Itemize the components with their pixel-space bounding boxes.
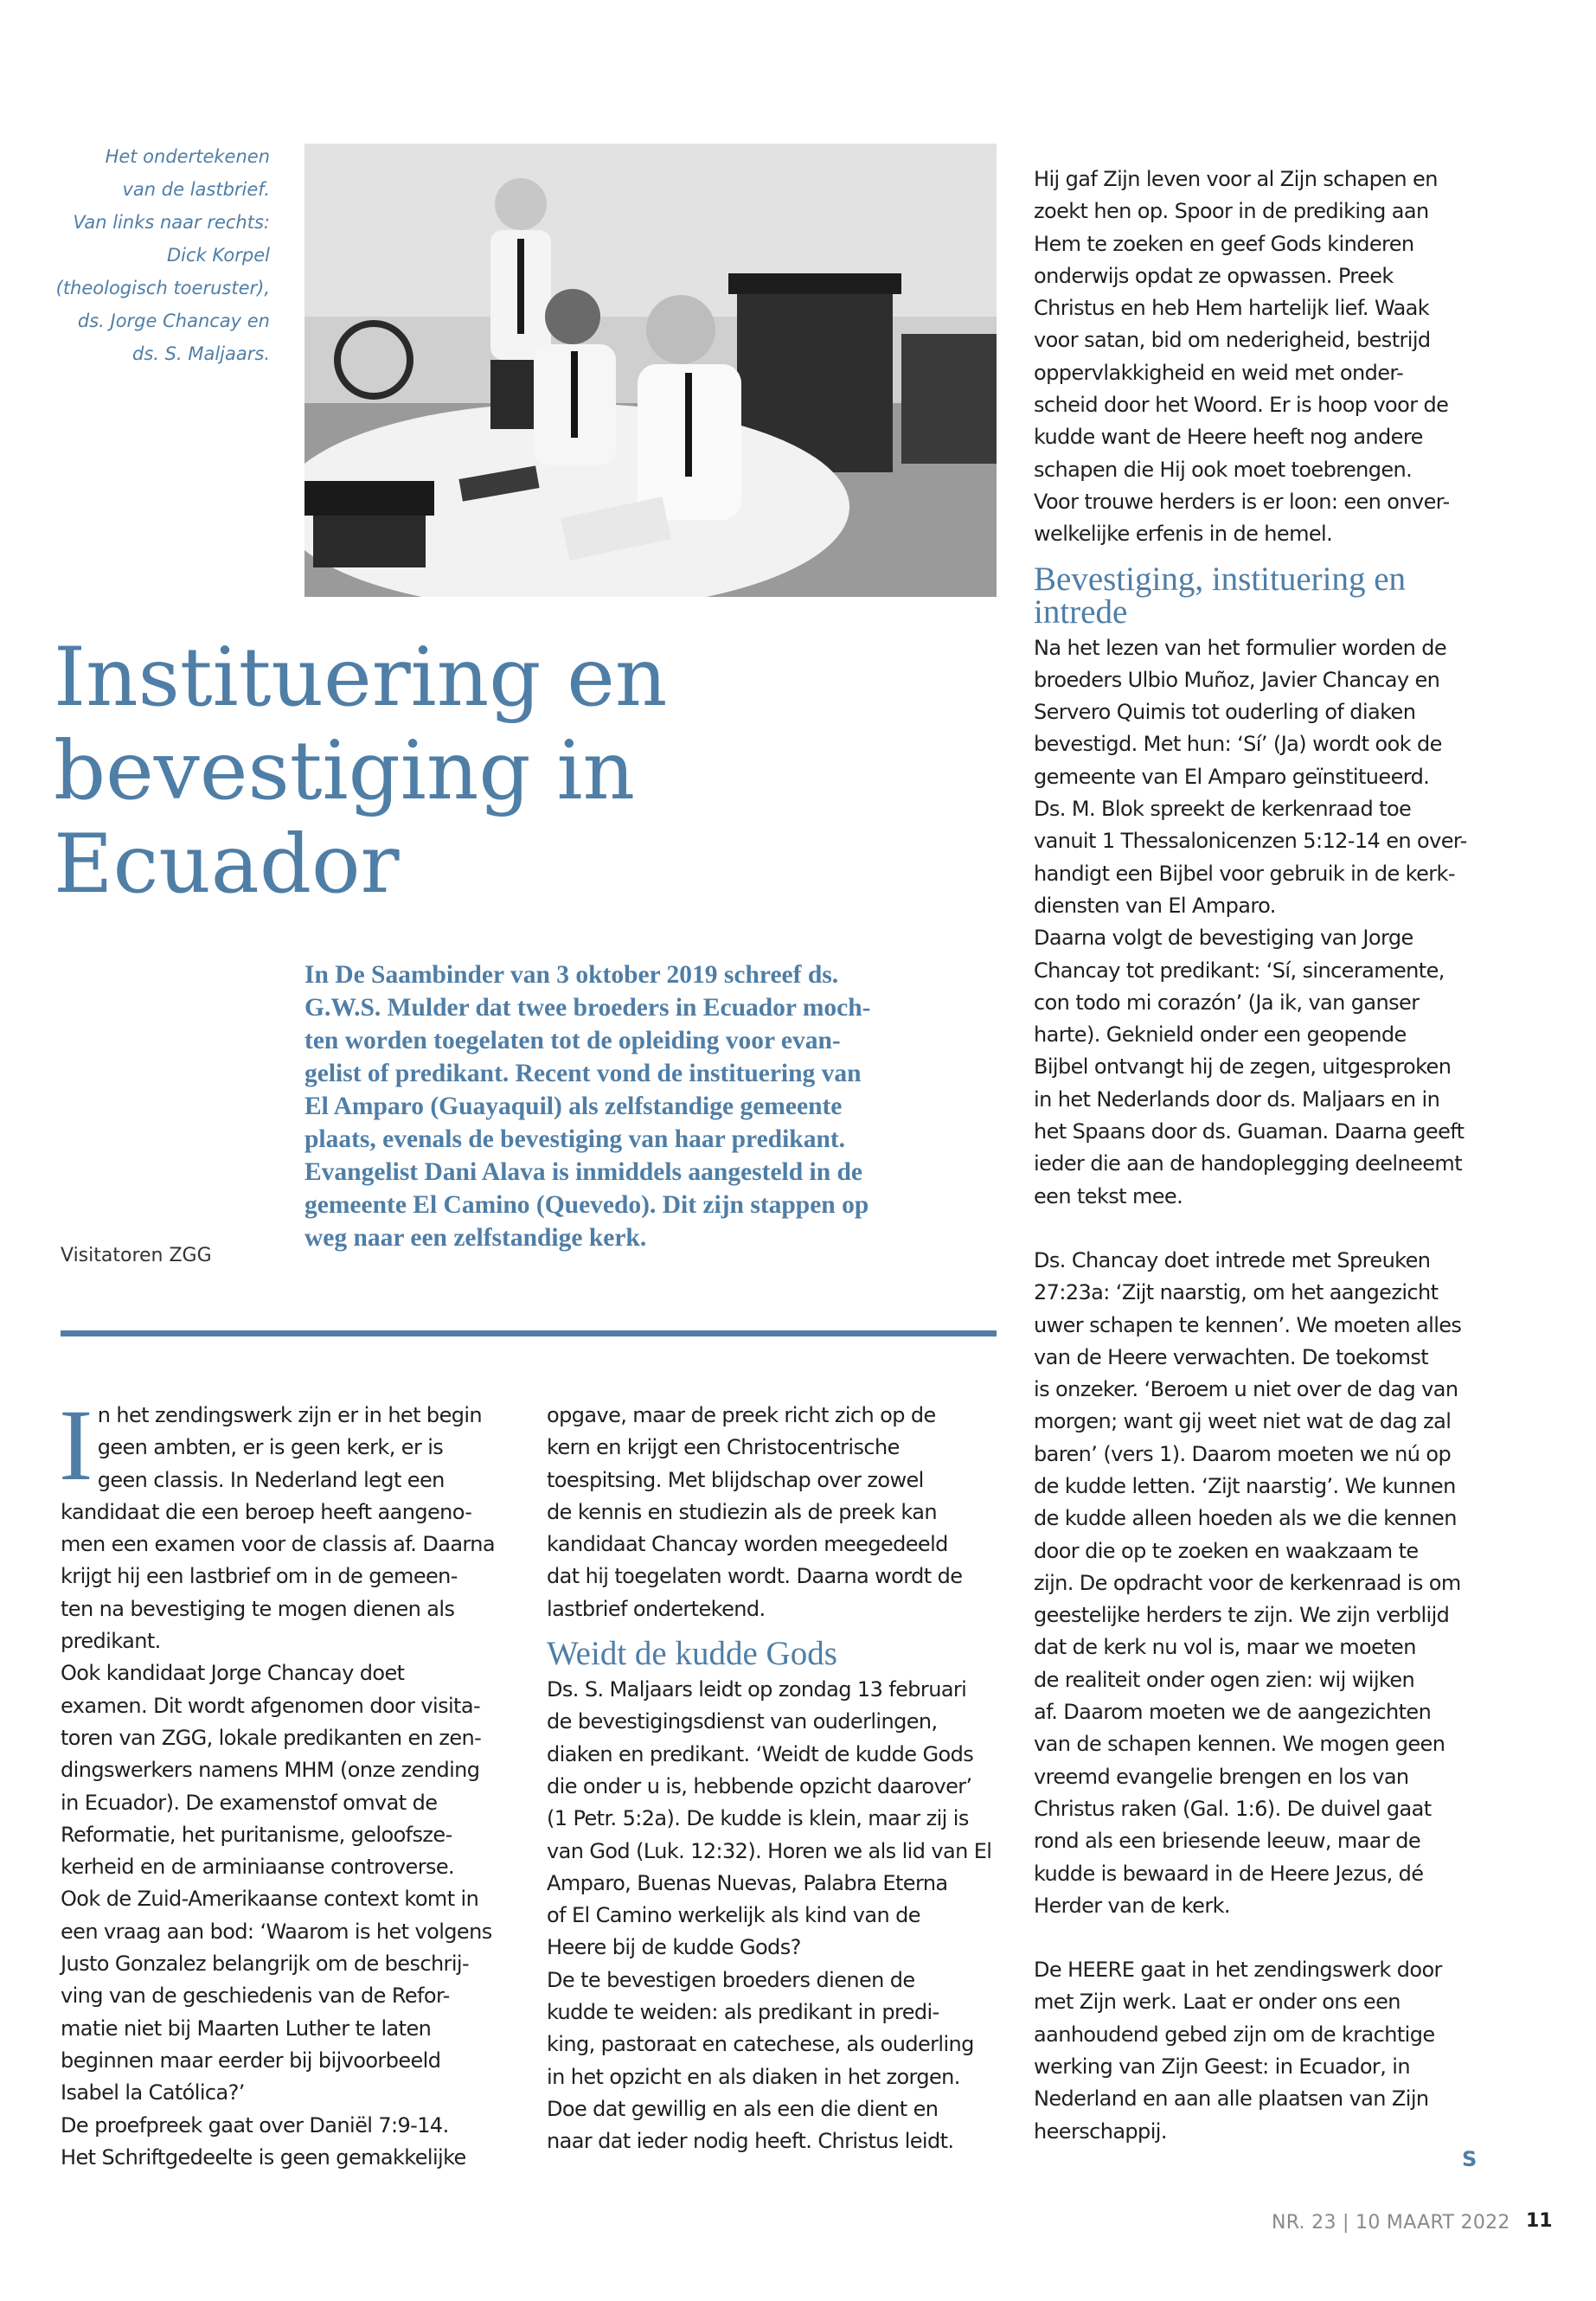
caption-line: van de lastbrief. (122, 179, 270, 200)
body-line: king, pastoraat en catechese, als ouderling (547, 2032, 974, 2057)
lead-line: weg naar een zelfstandige kerk. (304, 1224, 647, 1252)
section-divider (61, 1330, 997, 1336)
body-line: kandidaat Chancay worden meegedeeld (547, 1532, 948, 1557)
body-line: kudde is bewaard in de Heere Jezus, dé (1034, 1861, 1424, 1886)
body-line: het Spaans door ds. Guaman. Daarna geeft (1034, 1119, 1465, 1144)
body-line: Isabel la Católica?’ (61, 2080, 245, 2106)
body-line: De te bevestigen broeders dienen de (547, 1967, 915, 1992)
page-number: 11 (1526, 2210, 1553, 2232)
body-line: onderwijs opdat ze opwassen. Preek (1034, 263, 1394, 288)
body-line: werking van Zijn Geest: in Ecuador, in (1034, 2054, 1410, 2080)
title-line: Instituering en (54, 631, 668, 725)
body-line: Ds. S. Maljaars leidt op zondag 13 februari (547, 1677, 967, 1702)
subheading-line: intrede (1034, 593, 1128, 631)
body-line: Servero Quimis tot ouderling of diaken (1034, 700, 1416, 725)
body-line: de kennis en studiezin als de preek kan (547, 1499, 937, 1524)
body-line: rond als een briesende leeuw, maar de (1034, 1829, 1421, 1854)
end-mark-icon: S (1462, 2147, 1477, 2171)
body-line: van God (Luk. 12:32). Horen we als lid van El (547, 1838, 992, 1863)
body-line: con todo mi corazón’ (Ja ik, van ganser (1034, 990, 1420, 1015)
subheading-weidt: Weidt de kudde Gods (547, 1635, 837, 1673)
body-line: is onzeker. ‘Beroem u niet over de dag van (1034, 1377, 1458, 1402)
body-line: De proefpreek gaat over Daniël 7:9-14. (61, 2112, 449, 2138)
lead-line: Evangelist Dani Alava is inmiddels aangesteld in de (304, 1158, 863, 1186)
photo-illustration (304, 144, 997, 597)
body-line: krijgt hij een lastbrief om in de gemeen- (61, 1564, 458, 1589)
body-line: de realiteit onder ogen zien: wij wijken (1034, 1667, 1415, 1692)
body-line: in Ecuador). De examenstof omvat de (61, 1790, 438, 1815)
body-line: examen. Dit wordt afgenomen door visita- (61, 1693, 481, 1718)
body-line: dingswerkers namens MHM (onze zending (61, 1758, 480, 1783)
caption-line: Het ondertekenen (105, 146, 270, 167)
body-line: n het zendingswerk zijn er in het begin (97, 1403, 483, 1427)
body-line: toespitsing. Met blijdschap over zowel (547, 1467, 924, 1492)
body-line: Hem te zoeken en geef Gods kinderen (1034, 231, 1414, 256)
body-line: gemeente van El Amparo geïnstitueerd. (1034, 764, 1430, 789)
body-line: Ook kandidaat Jorge Chancay doet (61, 1661, 405, 1686)
body-line: kudde te weiden: als predikant in predi- (547, 2000, 939, 2025)
body-line: Heere bij de kudde Gods? (547, 1935, 801, 1960)
body-line: naar dat ieder nodig heeft. Christus leidt. (547, 2129, 954, 2154)
body-line: of El Camino werkelijk als kind van de (547, 1903, 920, 1928)
body-line: van de schapen kennen. We mogen geen (1034, 1732, 1445, 1757)
article-lead (304, 958, 997, 1254)
body-line: predikant. (61, 1629, 161, 1654)
body-line: diaken en predikant. ‘Weidt de kudde Gods (547, 1741, 974, 1766)
body-line: matie niet bij Maarten Luther te laten (61, 2016, 432, 2041)
body-text (547, 1674, 997, 2157)
body-line: in het opzicht en als diaken in het zorgen. (547, 2064, 960, 2089)
body-line: een vraag aan bod: ‘Waarom is het volgens (61, 1919, 492, 1944)
body-line: aanhoudend gebed zijn om de krachtige (1034, 2022, 1435, 2047)
body-line: voor satan, bid om nederigheid, bestrijd (1034, 328, 1431, 353)
subheading-line: Bevestiging, instituering en (1034, 560, 1407, 598)
body-column-3 (1034, 163, 1492, 2148)
subheading-bevestiging (1034, 560, 1492, 631)
body-line: uwer schapen te kennen’. We moeten alles (1034, 1312, 1462, 1337)
body-line: broeders Ulbio Muñoz, Javier Chancay en (1034, 667, 1440, 692)
body-line: Voor trouwe herders is er loon: een onver- (1034, 489, 1450, 514)
article-author: Visitatoren ZGG (61, 1245, 212, 1266)
body-line: ieder die aan de handoplegging deelneemt (1034, 1151, 1463, 1176)
body-line: Chancay tot predikant: ‘Sí, sinceramente, (1034, 958, 1445, 983)
body-line: de bevestigingsdienst van ouderlingen, (547, 1709, 938, 1734)
body-line: kerheid en de arminiaanse controverse. (61, 1855, 455, 1880)
body-line: bevestigd. Met hun: ‘Sí’ (Ja) wordt ook de (1034, 732, 1442, 757)
body-line: Daarna volgt de bevestiging van Jorge (1034, 926, 1413, 951)
body-line: morgen; want gij weet niet wat de dag zal (1034, 1409, 1452, 1434)
body-line: zoekt hen op. Spoor in de prediking aan (1034, 199, 1429, 224)
photo-caption (43, 140, 270, 370)
body-line: zijn. De opdracht voor de kerkenraad is om (1034, 1570, 1461, 1595)
body-line: Christus raken (Gal. 1:6). De duivel gaat (1034, 1796, 1432, 1821)
body-line: Ook de Zuid-Amerikaanse context komt in (61, 1887, 479, 1912)
body-line: lastbrief ondertekend. (547, 1596, 766, 1621)
body-line: oppervlakkigheid en weid met onder- (1034, 360, 1404, 385)
body-line: een tekst mee. (1034, 1183, 1183, 1208)
lead-line: gemeente El Camino (Quevedo). Dit zijn stappen op (304, 1191, 869, 1219)
body-line: harte). Geknield onder een geopende (1034, 1022, 1407, 1048)
body-line: Herder van de kerk. (1034, 1893, 1230, 1918)
caption-line: (theologisch toeruster), (55, 278, 270, 298)
caption-line: Dick Korpel (167, 245, 270, 266)
body-line: door die op te zoeken en waakzaam te (1034, 1538, 1419, 1563)
body-line: men een examen voor de classis af. Daarna (61, 1532, 495, 1557)
lead-line: gelist of predikant. Recent vond de instituering van (304, 1060, 862, 1087)
body-line: De HEERE gaat in het zendingswerk door (1034, 1958, 1442, 1983)
body-line: vreemd evangelie brengen en los van (1034, 1764, 1409, 1789)
body-line: heerschappij. (1034, 2118, 1167, 2144)
title-line: Ecuador (54, 817, 400, 912)
drop-cap: I (59, 1388, 93, 1502)
body-line: geen classis. In Nederland legt een (97, 1467, 445, 1492)
lead-line: In De Saambinder van 3 oktober 2019 schreef ds. (304, 961, 839, 989)
body-text (547, 1400, 997, 1625)
body-line: toren van ZGG, lokale predikanten en zen- (61, 1725, 482, 1750)
body-line: kandidaat die een beroep heeft aangeno- (61, 1499, 472, 1524)
body-line: scheid door het Woord. Er is hoop voor de (1034, 393, 1449, 418)
body-line: ten na bevestiging te mogen dienen als (61, 1596, 455, 1621)
lead-line: plaats, evenals de bevestiging van haar predikant. (304, 1125, 846, 1153)
lead-line: ten worden toegelaten tot de opleiding voor evan- (304, 1027, 841, 1054)
body-line: Reformatie, het puritanisme, geloofsze- (61, 1822, 452, 1847)
body-line: Ds. M. Blok spreekt de kerkenraad toe (1034, 797, 1412, 822)
body-line: van de Heere verwachten. De toekomst (1034, 1344, 1429, 1369)
body-line: met Zijn werk. Laat er onder ons een (1034, 1990, 1401, 2015)
body-line: (1 Petr. 5:2a). De kudde is klein, maar zij is (547, 1806, 969, 1831)
body-line: geestelijke herders te zijn. We zijn verblijd (1034, 1603, 1450, 1628)
caption-line: ds. Jorge Chancay en (77, 311, 270, 331)
body-line: Nederland en aan alle plaatsen van Zijn (1034, 2086, 1429, 2112)
body-line: kern en krijgt een Christocentrische (547, 1435, 900, 1460)
body-line: Amparo, Buenas Nuevas, Palabra Eterna (547, 1870, 948, 1895)
lead-line: G.W.S. Mulder dat twee broeders in Ecuador moch- (304, 994, 871, 1022)
body-line: kudde want de Heere heeft nog andere (1034, 425, 1423, 450)
caption-line: Van links naar rechts: (73, 212, 270, 233)
body-line: Doe dat gewillig en als een die dient en (547, 2096, 939, 2121)
caption-line: ds. S. Maljaars. (132, 343, 270, 364)
body-line: beginnen maar eerder bij bijvoorbeeld (61, 2048, 441, 2073)
body-line: de kudde letten. ‘Zijt naarstig’. We kunnen (1034, 1473, 1456, 1498)
body-line: die onder u is, hebbende opzicht daarover’ (547, 1773, 972, 1798)
body-line: baren’ (vers 1). Daarom moeten we nú op (1034, 1441, 1452, 1466)
body-line: Christus en heb Hem hartelijk lief. Waak (1034, 296, 1430, 321)
body-line: Hij gaf Zijn leven voor al Zijn schapen en (1034, 167, 1438, 191)
body-line: schapen die Hij ook moet toebrengen. (1034, 457, 1413, 482)
body-line: af. Daarom moeten we de aangezichten (1034, 1700, 1432, 1725)
body-text (1034, 1954, 1492, 2148)
body-line: Bijbel ontvangt hij de zegen, uitgesproken (1034, 1054, 1452, 1080)
body-line: geen ambten, er is geen kerk, er is (97, 1435, 444, 1460)
body-line: Justo Gonzalez belangrijk om de beschrij- (61, 1952, 470, 1977)
article-photo (304, 144, 997, 597)
body-text (61, 1497, 510, 2174)
lead-line: El Amparo (Guayaquil) als zelfstandige gemeente (304, 1093, 843, 1120)
body-line: ving van de geschiedenis van de Refor- (61, 1984, 450, 2009)
body-text (1034, 632, 1492, 1213)
body-line: de kudde alleen hoeden als we die kennen (1034, 1506, 1457, 1531)
body-line: vanuit 1 Thessalonicenzen 5:12-14 en over- (1034, 829, 1467, 854)
body-text (1034, 163, 1492, 551)
body-line: 27:23a: ‘Zijt naarstig, om het aangezicht (1034, 1280, 1439, 1305)
body-line: dat hij toegelaten wordt. Daarna wordt de (547, 1564, 963, 1589)
body-line: Ds. Chancay doet intrede met Spreuken (1034, 1247, 1431, 1272)
article-title (54, 631, 676, 912)
body-text (1034, 1245, 1492, 1922)
body-line: Na het lezen van het formulier worden de (1034, 635, 1447, 660)
body-line: in het Nederlands door ds. Maljaars en in (1034, 1086, 1440, 1112)
title-line: bevestiging in (54, 724, 636, 818)
body-line: opgave, maar de preek richt zich op de (547, 1403, 936, 1427)
body-line: Het Schriftgedeelte is geen gemakkelijke (61, 2144, 466, 2170)
issue-footer: NR. 23 | 10 MAART 2022 (1272, 2212, 1510, 2234)
body-line: diensten van El Amparo. (1034, 893, 1276, 918)
body-column-2 (547, 1400, 997, 2158)
body-line: dat de kerk nu vol is, maar we moeten (1034, 1635, 1416, 1660)
body-column-1 (59, 1388, 510, 2174)
body-line: welkelijke erfenis in de hemel. (1034, 522, 1333, 547)
body-line: handigt een Bijbel voor gebruik in de kerk- (1034, 861, 1455, 886)
